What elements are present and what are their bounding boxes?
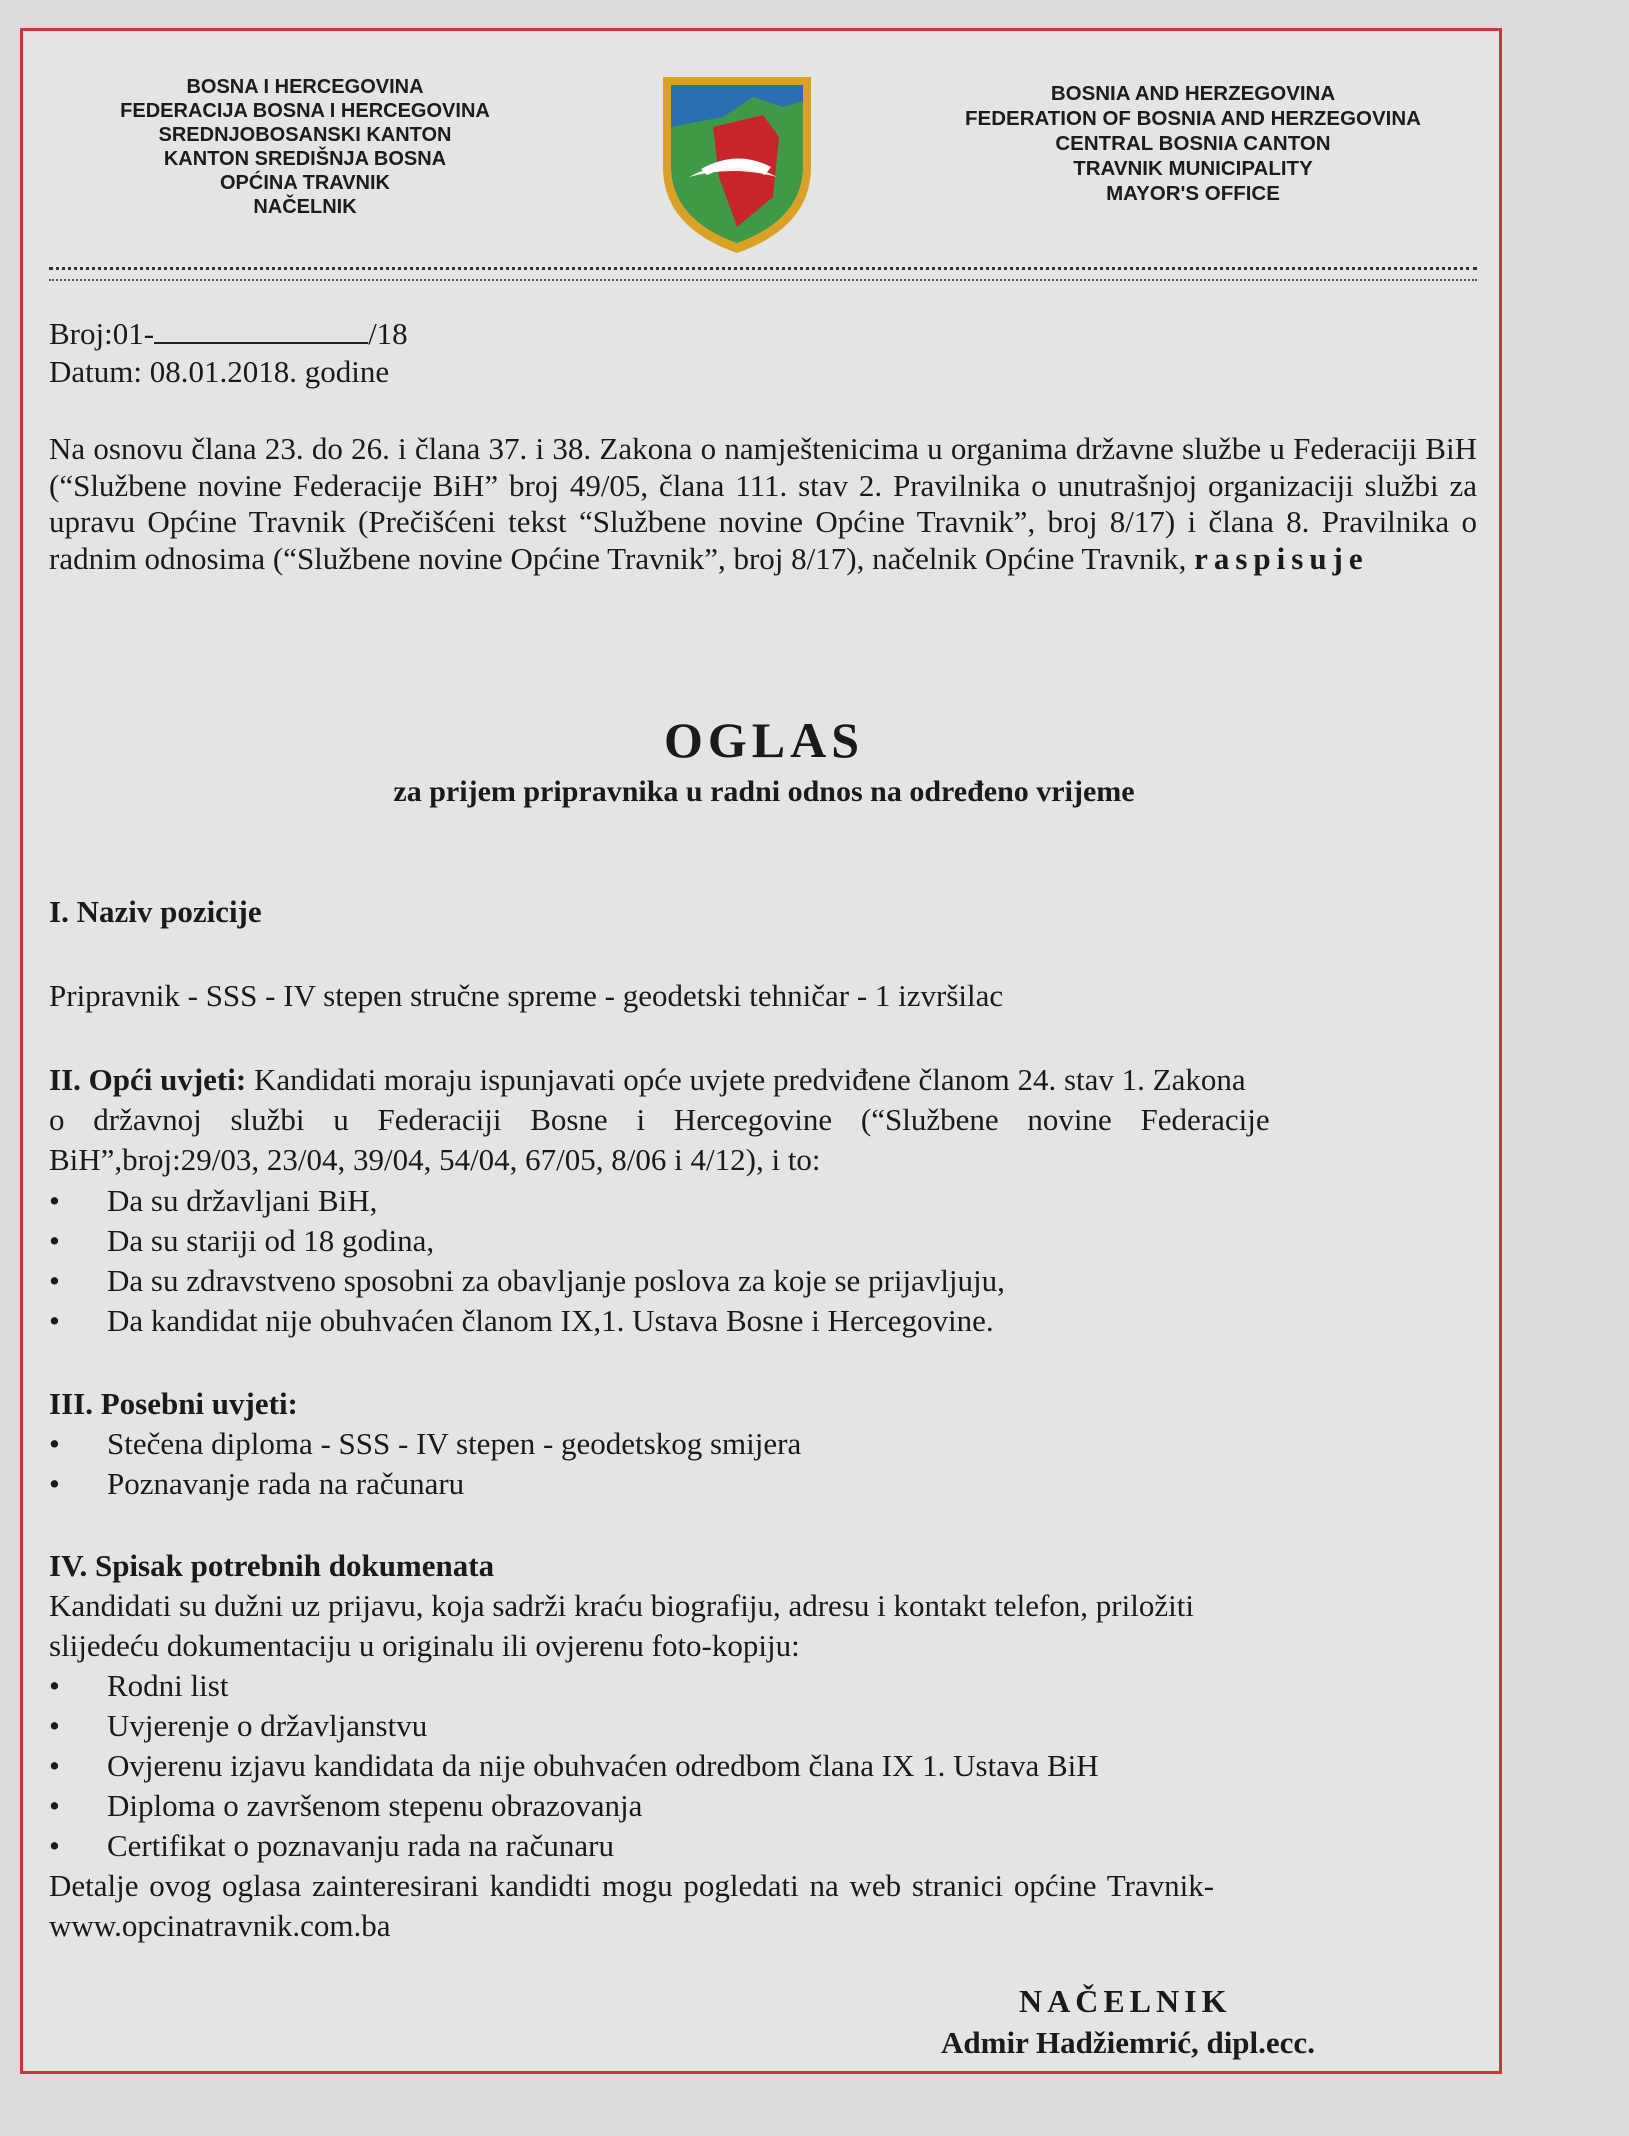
section4-heading: IV. Spisak potrebnih dokumenata (49, 1548, 495, 1583)
header-divider (49, 267, 1477, 281)
header-left-line: KANTON SREDIŠNJA BOSNA (163, 148, 447, 170)
bullet-icon: • (49, 1668, 60, 1703)
section2-heading: II. Opći uvjeti: (49, 1062, 247, 1097)
signature-role: NAČELNIK (1019, 1983, 1232, 2019)
list-item (49, 1465, 464, 1502)
header-left-line: SREDNJOBOSANSKI KANTON (158, 124, 452, 146)
list-item-text: Poznavanje rada na računaru (107, 1466, 465, 1501)
header-right-line: TRAVNIK MUNICIPALITY (1073, 157, 1313, 180)
document-number-prefix: Broj:01- (49, 316, 155, 351)
list-item-text: Stečena diploma - SSS - IV stepen - geodetskog smijera (107, 1426, 802, 1461)
municipal-coat-of-arms-icon (653, 57, 821, 257)
section4-line2: slijedeću dokumentaciju u originalu ili ovjerenu foto-kopiju: (49, 1628, 800, 1663)
bullet-icon: • (49, 1708, 60, 1743)
section2-line2: o državnoj službi u Federaciji Bosne i Hercegovine (“Službene novine Federacije (49, 1102, 1270, 1137)
bullet-icon: • (49, 1183, 60, 1218)
bullet-icon: • (49, 1828, 60, 1863)
announcement-frame (20, 28, 1502, 2074)
header-right-line: CENTRAL BOSNIA CANTON (1055, 132, 1331, 155)
section2-line1 (49, 1061, 1246, 1098)
list-item-text: Da kandidat nije obuhvaćen članom IX,1. Ustava Bosne i Hercegovine. (107, 1303, 994, 1338)
header-right (903, 81, 1483, 206)
page-subtitle: za prijem pripravnika u radni odnos na određeno vrijeme (393, 775, 1135, 808)
section3-heading: III. Posebni uvjeti: (49, 1386, 298, 1421)
header-left-line: NAČELNIK (253, 196, 357, 218)
list-item (49, 1747, 1099, 1784)
header-left-line: FEDERACIJA BOSNA I HERCEGOVINA (120, 100, 490, 122)
list-item (49, 1262, 1005, 1299)
header-left (45, 75, 565, 219)
page-title: OGLAS (663, 712, 865, 768)
list-item (49, 1787, 642, 1824)
list-item (49, 1222, 434, 1259)
list-item-text: Da su stariji od 18 godina, (107, 1223, 435, 1258)
list-item-text: Rodni list (107, 1668, 229, 1703)
list-item (49, 1667, 228, 1704)
list-item-text: Uvjerenje o državljanstvu (107, 1708, 428, 1743)
intro-text: Na osnovu člana 23. do 26. i člana 37. i 38. Zakona o namještenicima u organima državne službe u Federaciji BiH (“Službene novine Federacije BiH” broj 49/05, člana 111. stav 2. Pravilnika o unutrašnjoj organizaciji službi za upravu Općine Travnik (Prečišćeni tekst “Službene novine Općine Travnik”, broj 8/17) i člana 8. Pravilnika o radnim odnosima (“Službene novine Općine Travnik”, broj 8/17), načelnik Općine Travnik, (49, 431, 1477, 576)
list-item (49, 1425, 801, 1462)
bullet-icon: • (49, 1263, 60, 1298)
closing-line1: Detalje ovog oglasa zainteresirani kandidti mogu pogledati na web stranici općine Travnik- (49, 1868, 1215, 1903)
section4-line1: Kandidati su dužni uz prijavu, koja sadrži kraću biografiju, adresu i kontakt telefon, priložiti (49, 1588, 1194, 1623)
bullet-icon: • (49, 1748, 60, 1783)
header-right-line: FEDERATION OF BOSNIA AND HERZEGOVINA (965, 107, 1421, 130)
list-item (49, 1182, 377, 1219)
intro-action: raspisuje (1194, 540, 1369, 576)
list-item (49, 1707, 427, 1744)
signature-name: Admir Hadžiemrić, dipl.ecc. (941, 2025, 1315, 2060)
list-item (49, 1827, 614, 1864)
document-number-suffix: /18 (368, 316, 408, 351)
bullet-icon: • (49, 1223, 60, 1258)
section2-line3: BiH”,broj:29/03, 23/04, 39/04, 54/04, 67/05, 8/06 i 4/12), i to: (49, 1142, 821, 1177)
header-right-line: MAYOR'S OFFICE (1106, 182, 1280, 205)
list-item-text: Da su zdravstveno sposobni za obavljanje poslova za koje se prijavljuju, (107, 1263, 1005, 1298)
list-item-text: Ovjerenu izjavu kandidata da nije obuhvaćen odredbom člana IX 1. Ustava BiH (107, 1748, 1099, 1783)
list-item (49, 1302, 994, 1339)
section2-line1-text: Kandidati moraju ispunjavati opće uvjete predviđene članom 24. stav 1. Zakona (246, 1062, 1246, 1097)
document-date: Datum: 08.01.2018. godine (49, 354, 390, 389)
website-link[interactable]: www.opcinatravnik.com.ba (49, 1908, 391, 1943)
section1-text: Pripravnik - SSS - IV stepen stručne spreme - geodetski tehničar - 1 izvršilac (49, 978, 1004, 1013)
list-item-text: Diploma o završenom stepenu obrazovanja (107, 1788, 643, 1823)
list-item-text: Da su državljani BiH, (107, 1183, 378, 1218)
document-number (49, 315, 408, 352)
header-left-line: BOSNA I HERCEGOVINA (186, 76, 424, 98)
bullet-icon: • (49, 1303, 60, 1338)
header-left-line: OPĆINA TRAVNIK (220, 172, 390, 194)
section1-heading: I. Naziv pozicije (49, 894, 262, 929)
bullet-icon: • (49, 1788, 60, 1823)
list-item-text: Certifikat o poznavanju rada na računaru (107, 1828, 614, 1863)
bullet-icon: • (49, 1466, 60, 1501)
intro-paragraph (49, 431, 1477, 577)
document-number-blank (154, 316, 368, 344)
header-right-line: BOSNIA AND HERZEGOVINA (1050, 82, 1336, 105)
bullet-icon: • (49, 1426, 60, 1461)
